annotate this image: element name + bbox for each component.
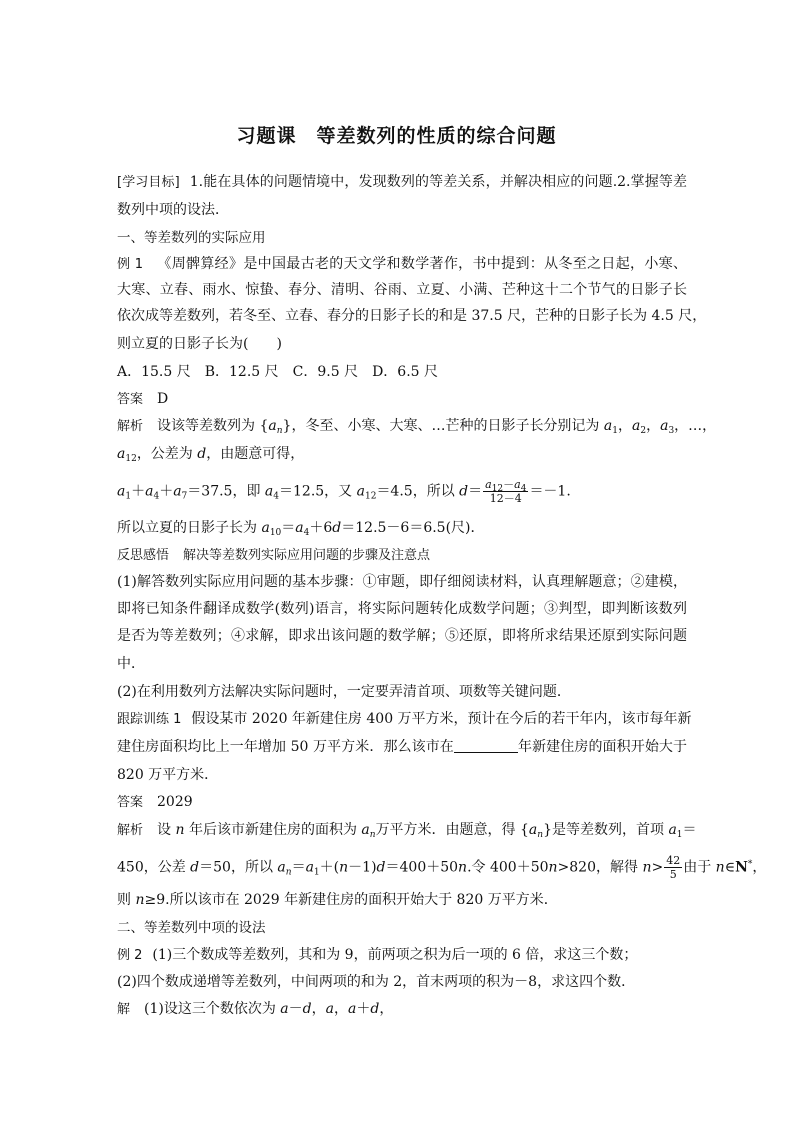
tracking-analysis-line-1: 解析 设 n 年后该市新建住房的面积为 $a_n$万平方米．由题意，得 $\{a_n\}$是等差数列，首项 $a_1=$ [117,822,697,840]
analysis-text: ＝400＋50 [385,859,459,876]
reflection-heading [117,545,687,566]
answer-label: 答案 [117,392,144,407]
tracking-analysis-line-2: 450，公差 d＝50，所以 $a_n=a_1+(n-1)d=400+50n$.令 400＋50n>820，解得 n> $\frac{42}{5}$ 由于 n∈N*， [117,854,767,881]
section-heading-2: 二、等差数列中项的设法 [117,920,266,936]
tracking-label: 跟踪训练 1 [117,712,182,727]
solution-text: ， [333,1001,348,1017]
equation-text: ＝－1. [529,483,571,500]
fraction-numerator: 42 [666,854,681,867]
tracking-line-1 [117,709,692,730]
equation-text: ＝12.5，又 [279,483,357,500]
example-1-result: 所以立夏的日影子长为 $a_{10}=a_4+6d=12.5-6=6.5$(尺)． [117,520,485,538]
example-2-line-1 [117,945,687,966]
equation-text: ＝4.5，所以 [376,483,460,500]
page-title: 习题课 等差数列的性质的综合问题 [236,125,557,147]
tracking-line-2 [117,737,687,757]
example-2-solution: 解 (1)设这三个数依次为 a－d，a，a＋d， [117,1001,394,1017]
analysis-label: 解析 [117,823,144,838]
solution-text: ， [379,1001,394,1017]
analysis-text: ∈ [724,859,736,876]
solution-text: (1)设这三个数依次为 [144,1001,281,1017]
fraction-denominator: 12－4 [489,492,522,505]
analysis-text: }，冬至、小寒、大寒、…芒种的日影子长分别记为 [282,418,604,434]
tracking-line-3: 820 万平方米． [117,767,219,783]
analysis-text: >820，解得 [557,859,643,876]
reflection-1-line-2: 即将已知条件翻译成数学(数列)语言，将实际问题转化成数学问题；③判型，即判断该数列 [117,601,687,617]
solution-text: ， [311,1001,326,1017]
example-1-line-4: 则立夏的日影子长为( ) [117,336,282,352]
example-1-label: 例 1 [117,257,144,272]
equation-text: ＝37.5，即 [187,483,265,500]
goal-line-2: 数列中项的设法． [117,202,229,218]
example-2-line-2: (2)四个数成递增等差数列，中间两项的和为 2，首末两项的积为－8，求这四个数． [117,974,636,990]
example-1-equation: $a_1+a_4+a_7=37.5$，即 $a_4=12.5$，又 $a_{12}=4.5$，所以 d＝ $\frac{a_{12}-a_4}{12-4}$ ＝－1. [117,478,571,505]
analysis-text: 则 [117,892,136,908]
result-text: ＝12.5－6＝6.5(尺)． [341,520,485,536]
example-1-options: A．15.5 尺 B．12.5 尺 C．9.5 尺 D．6.5 尺 [117,364,439,380]
tracking-text-1: 假设某市 2020 年新建住房 400 万平方米，预计在今后的若干年内，该市每年新 [191,711,692,727]
tracking-text-2a: 建住房面积均比上一年增加 50 万平方米．那么该市在 [117,739,454,755]
result-text: 所以立夏的日影子长为 [117,520,262,536]
reflection-1-line-4: 中． [117,656,145,672]
analysis-text: ＝50，所以 [199,859,278,876]
tracking-analysis-line-3: 则 n≥9.所以该市在 2029 年新建住房的面积开始大于 820 万平方米． [117,892,558,908]
analysis-text: 万平方米．由题意，得 { [375,822,529,838]
analysis-text: 年后该市新建住房的面积为 [184,822,362,838]
goal-line-1 [117,172,687,193]
tracking-answer [117,792,687,813]
example-1-analysis-line-2: $a_{12}$，公差为 d，由题意可得， [117,446,305,464]
analysis-label: 解析 [117,419,144,434]
example-1-line-3: 依次成等差数列，若冬至、立春、春分的日影子长的和是 37.5 尺，芒种的日影子长为 4.5 尺， [117,308,707,324]
analysis-text: 设该等差数列为 { [157,418,269,434]
reflection-2: (2)在利用数列方法解决实际问题时，一定要弄清首项、项数等关键问题． [117,684,571,700]
fraction-d: $\frac{a_{12}-a_4}{12-4}$ [485,478,527,505]
analysis-text: 由于 [683,859,716,876]
fill-in-blank[interactable] [454,738,518,753]
example-2-label: 例 2 [117,948,143,963]
answer-value: D [157,391,169,407]
analysis-text: ＝ [682,822,697,838]
tracking-text-2b: 年新建住房的面积开始大于 [517,739,687,755]
analysis-text: 450，公差 [117,859,191,876]
analysis-text: 设 [157,822,176,838]
reflection-1-line-1: (1)解答数列实际应用问题的基本步骤：①审题，即仔细阅读材料，认真理解题意；②建模， [117,574,687,590]
example-1-line-1 [117,254,687,275]
section-heading-1: 一、等差数列的实际应用 [117,230,266,246]
analysis-text: .令 400＋50 [467,859,549,876]
example-1-text-1: 《周髀算经》是中国最古老的天文学和数学著作，书中提到：从冬至之日起，小寒、 [157,256,688,272]
analysis-text: ，由题意可得， [206,446,305,462]
solution-text: ＋ [356,1001,371,1017]
reflection-label: 反思感悟 [117,548,170,563]
example-1-answer [117,389,687,410]
goal-label: [学习目标] [117,175,180,190]
fraction-n [664,854,682,881]
analysis-text: ≥9.所以该市在 2029 年新建住房的面积开始大于 820 万平方米． [144,892,558,908]
example-1-line-2: 大寒、立春、雨水、惊蛰、春分、清明、谷雨、立夏、小满、芒种这十二个节气的日影子长 [117,282,687,298]
example-2-text-1: (1)三个数成等差数列，其和为 9，前两项之积为后一项的 6 倍，求这三个数； [152,947,638,963]
solve-label: 解 [117,1002,131,1017]
answer-label: 答案 [117,795,144,810]
example-1-analysis-line-1: 解析 设该等差数列为 $\{a_n\}$，冬至、小寒、大寒、…芒种的日影子长分别记为 $a_1$，$a_2$，$a_3$，…， [117,418,717,436]
answer-value: 2029 [157,794,193,810]
fraction-denominator: 5 [669,868,677,881]
reflection-title: 解决等差数列实际应用问题的步骤及注意点 [183,548,431,563]
goal-text-1: 1.能在具体的问题情境中，发现数列的等差关系，并解决相应的问题.2.掌握等差 [189,174,687,190]
analysis-text: ，公差为 [136,446,198,462]
analysis-text: }是等差数列，首项 [543,822,669,838]
reflection-1-line-3: 是否为等差数列；④求解，即求出该问题的数学解；⑤还原，即将所求结果还原到实际问题 [117,628,687,644]
solution-text: － [288,1001,303,1017]
